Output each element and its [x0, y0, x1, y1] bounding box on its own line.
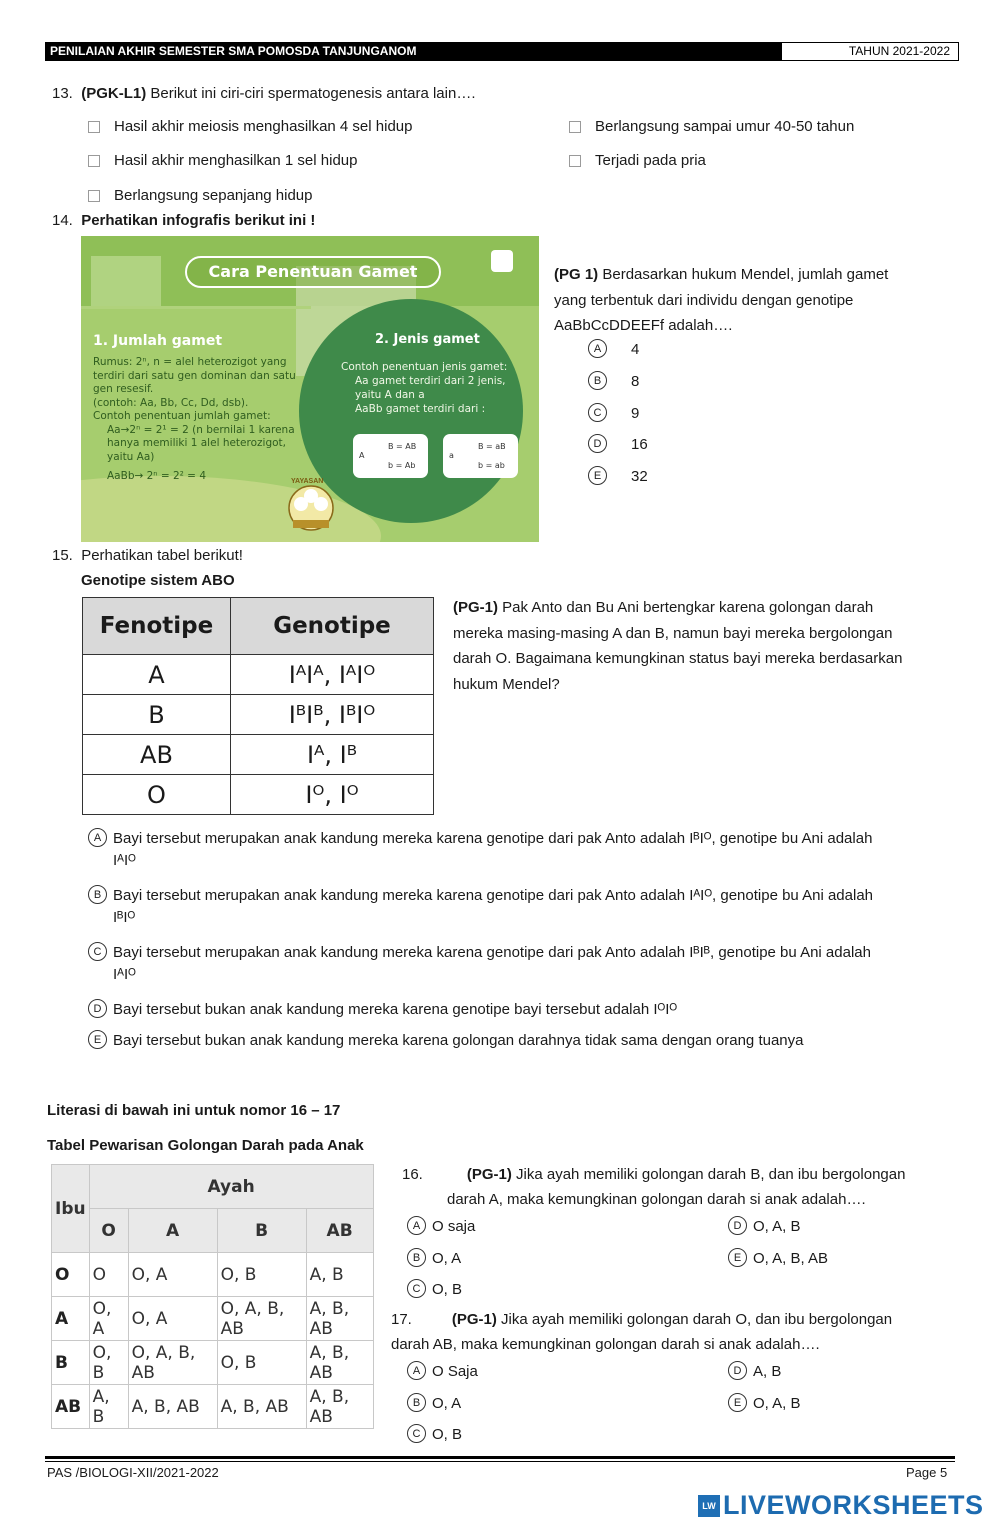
- header-year: TAHUN 2021-2022: [782, 43, 958, 60]
- q17-option-d[interactable]: D A, B: [728, 1361, 781, 1383]
- shield-icon: [491, 250, 513, 272]
- q17-option-b[interactable]: B O, A: [407, 1393, 461, 1415]
- q17-option-c[interactable]: C O, B: [407, 1424, 462, 1446]
- radio-a[interactable]: A: [88, 828, 107, 847]
- radio-d[interactable]: D: [728, 1216, 747, 1235]
- q14-option-c[interactable]: C 9: [588, 403, 639, 425]
- q15-stem: 15. Perhatikan tabel berikut!: [52, 547, 243, 564]
- footer-divider: [45, 1456, 955, 1459]
- q16-option-c[interactable]: C O, B: [407, 1279, 462, 1301]
- liveworksheets-brand: LIVEWORKSHEETS: [723, 1490, 984, 1520]
- q15-option-d[interactable]: D Bayi tersebut bukan anak kandung mereka karena genotipe bayi tersebut adalah IᴼIᴼ: [88, 999, 958, 1021]
- footer-page: Page 5: [906, 1465, 948, 1480]
- q16-option-b[interactable]: B O, A: [407, 1248, 461, 1270]
- radio-d[interactable]: D: [88, 999, 107, 1018]
- infographic-sec2-text: Contoh penentuan jenis gamet: Aa gamet terdiri dari 2 jenis, yaitu A dan a AaBb gamet terdiri dari :: [341, 361, 508, 415]
- q16-question: 16. (PG-1) Jika ayah memiliki golongan darah B, dan ibu bergolongan darah A, maka kemungkinan golongan darah si anak adalah….: [402, 1166, 906, 1208]
- checkbox[interactable]: [88, 190, 100, 202]
- checkbox[interactable]: [569, 155, 581, 167]
- table-row: A IᴬIᴬ, IᴬIᴼ: [83, 655, 434, 695]
- q13-option-2[interactable]: Hasil akhir menghasilkan 1 sel hidup: [88, 152, 357, 169]
- q14-question: (PG 1) Berdasarkan hukum Mendel, jumlah gamet yang terbentuk dari individu dengan genotipe AaBbCcDDEEFf adalah….: [554, 266, 889, 334]
- radio-e[interactable]: E: [728, 1248, 747, 1267]
- header-title: PENILAIAN AKHIR SEMESTER SMA POMOSDA TANJUNGANOM: [46, 43, 781, 60]
- radio-a[interactable]: A: [407, 1361, 426, 1380]
- checkbox[interactable]: [88, 121, 100, 133]
- q17-option-a[interactable]: A O Saja: [407, 1361, 478, 1383]
- abo-table-title: Genotipe sistem ABO: [81, 572, 235, 589]
- footer-code: PAS /BIOLOGI-XII/2021-2022: [47, 1465, 219, 1480]
- radio-c[interactable]: C: [407, 1424, 426, 1443]
- q13-option-3[interactable]: Berlangsung sepanjang hidup: [88, 187, 313, 204]
- radio-b[interactable]: B: [88, 885, 107, 904]
- q14-option-d[interactable]: D 16: [588, 434, 648, 456]
- table-row: O O O, A O, B A, B: [52, 1253, 374, 1297]
- q13-stem: 13. (PGK-L1) Berikut ini ciri-ciri spermatogenesis antara lain….: [52, 85, 476, 102]
- radio-e[interactable]: E: [728, 1393, 747, 1412]
- table-row: AB Iᴬ, Iᴮ: [83, 735, 434, 775]
- q16-option-e[interactable]: E O, A, B, AB: [728, 1248, 828, 1270]
- radio-e[interactable]: E: [88, 1030, 107, 1049]
- table-row: B O, B O, A, B, AB O, B A, B, AB: [52, 1341, 374, 1385]
- checkbox[interactable]: [88, 155, 100, 167]
- radio-b[interactable]: B: [588, 371, 607, 390]
- abo-table: Fenotipe Genotipe A IᴬIᴬ, IᴬIᴼ B IᴮIᴮ, IᴮIᴼ AB Iᴬ, Iᴮ O Iᴼ, Iᴼ: [82, 597, 434, 815]
- infographic-sec1-title: 1. Jumlah gamet: [93, 333, 223, 349]
- q15-option-c[interactable]: C Bayi tersebut merupakan anak kandung mereka karena genotipe dari pak Anto adalah IᴮIᴮ, genotipe bu Ani adalah IᴬIᴼ: [88, 942, 958, 986]
- infographic-sec1-text: Rumus: 2ⁿ, n = alel heterozigot yang terdiri dari satu gen dominan dan satu gen resesif. (contoh: Aa, Bb, Cc, Dd, dsb). Contoh penentuan jumlah gamet: Aa→2ⁿ = 2¹ = 2 (n bernilai 1 karena hanya memiliki 1 alel heterozigot, yaitu Aa) AaBb→ 2ⁿ = 2² = 4: [93, 356, 296, 482]
- q14-option-a[interactable]: A 4: [588, 339, 639, 361]
- liveworksheets-logo[interactable]: [698, 1490, 984, 1521]
- table-row: AB A, B A, B, AB A, B, AB A, B, AB: [52, 1385, 374, 1429]
- radio-c[interactable]: C: [88, 942, 107, 961]
- q16-option-d[interactable]: D O, A, B: [728, 1216, 801, 1238]
- radio-d[interactable]: D: [728, 1361, 747, 1380]
- q15-option-a[interactable]: A Bayi tersebut merupakan anak kandung mereka karena genotipe dari pak Anto adalah IᴮIᴼ, genotipe bu Ani adalah IᴬIᴼ: [88, 828, 958, 872]
- footer-divider-thin: [45, 1461, 955, 1462]
- infographic: [81, 236, 539, 542]
- radio-b[interactable]: B: [407, 1248, 426, 1267]
- gamet-box-1: A B = AB b = Ab: [353, 434, 428, 478]
- q17-option-e[interactable]: E O, A, B: [728, 1393, 801, 1415]
- liveworksheets-icon: LW: [698, 1495, 720, 1517]
- table-row: A O, A O, A O, A, B, AB A, B, AB: [52, 1297, 374, 1341]
- inheritance-table: Ibu Ayah O A B AB O O O, A O, B A, B A O, A O, A O, A, B, AB A, B, AB B O, B O, A, B, AB O, B A, B, AB AB A, B A, B, AB A, B, AB A, B, AB: [51, 1164, 374, 1429]
- yayasan-logo: YAYASAN: [283, 474, 339, 534]
- radio-e[interactable]: E: [588, 466, 607, 485]
- q13-option-1[interactable]: Hasil akhir meiosis menghasilkan 4 sel hidup: [88, 118, 412, 135]
- q14-stem: 14. Perhatikan infografis berikut ini !: [52, 212, 316, 229]
- q14-option-e[interactable]: E 32: [588, 466, 648, 488]
- page-header: [45, 42, 959, 61]
- q15-option-e[interactable]: E Bayi tersebut bukan anak kandung mereka karena golongan darahnya tidak sama dengan orang tuanya: [88, 1030, 958, 1052]
- literasi-heading: Literasi di bawah ini untuk nomor 16 – 17: [47, 1102, 341, 1119]
- checkbox[interactable]: [569, 121, 581, 133]
- q13-option-4[interactable]: Berlangsung sampai umur 40-50 tahun: [569, 118, 854, 135]
- infographic-title: Cara Penentuan Gamet: [185, 256, 441, 288]
- q15-option-b[interactable]: B Bayi tersebut merupakan anak kandung mereka karena genotipe dari pak Anto adalah IᴬIᴼ, genotipe bu Ani adalah IᴮIᴼ: [88, 885, 958, 929]
- radio-b[interactable]: B: [407, 1393, 426, 1412]
- infographic-sec2-title: 2. Jenis gamet: [375, 332, 480, 347]
- q17-question: 17. (PG-1) Jika ayah memiliki golongan darah O, dan ibu bergolongan darah AB, maka kemungkinan golongan darah si anak adalah….: [391, 1311, 893, 1353]
- radio-d[interactable]: D: [588, 434, 607, 453]
- q15-question: (PG-1) Pak Anto dan Bu Ani bertengkar karena golongan darah mereka masing-masing A dan B, namun bayi mereka bergolongan darah O. Bagaimana kemungkinan status bayi mereka berdasarkan hukum Mendel?: [453, 599, 903, 693]
- q13-code: (PGK-L1): [81, 85, 147, 102]
- gamet-box-2: a B = aB b = ab: [443, 434, 518, 478]
- inheritance-table-title: Tabel Pewarisan Golongan Darah pada Anak: [47, 1137, 364, 1154]
- radio-c[interactable]: C: [588, 403, 607, 422]
- table-row: B IᴮIᴮ, IᴮIᴼ: [83, 695, 434, 735]
- radio-c[interactable]: C: [407, 1279, 426, 1298]
- radio-a[interactable]: A: [407, 1216, 426, 1235]
- q14-option-b[interactable]: B 8: [588, 371, 639, 393]
- table-row: O Iᴼ, Iᴼ: [83, 775, 434, 815]
- q13-option-5[interactable]: Terjadi pada pria: [569, 152, 706, 169]
- radio-a[interactable]: A: [588, 339, 607, 358]
- q16-option-a[interactable]: A O saja: [407, 1216, 475, 1238]
